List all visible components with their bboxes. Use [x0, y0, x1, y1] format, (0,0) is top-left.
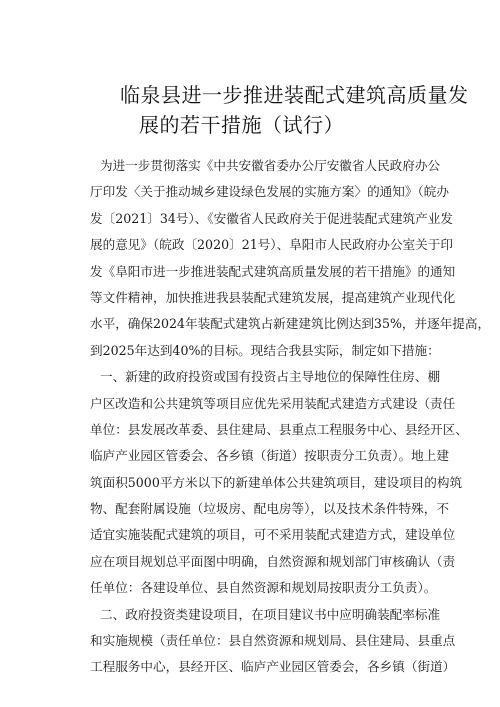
text-line: 任单位：各建设单位、县自然资源和规划局按职责分工负责）。 — [90, 580, 437, 596]
text-line: 展的意见》（皖政〔2020〕21号）、阜阳市人民政府办公室关于印 — [90, 237, 453, 253]
text-line: 二、政府投资类建设项目，在项目建议书中应明确装配率标准 — [100, 606, 441, 622]
text-line: 应在项目规划总平面图中明确，自然资源和规划部门审核确认（责 — [90, 553, 456, 569]
document-title — [60, 80, 469, 140]
document-body — [90, 153, 491, 681]
text-line: 为进一步贯彻落实《中共安徽省委办公厅安徽省人民政府办公 — [100, 158, 441, 173]
text-line: 一、新建的政府投资或国有投资占主导地位的保障性住房、棚 — [100, 369, 441, 385]
text-line: 物、配套附属设施（垃圾房、配电房等），以及技术条件特殊，不 — [90, 501, 449, 517]
text-line: 筑面积5000平方米以下的新建单体公共建筑项目，建设项目的构筑 — [90, 474, 463, 490]
text-line: 到2025年达到40%的目标。现结合我县实际，制定如下措施： — [90, 342, 440, 358]
text-line: 发《阜阳市进一步推进装配式建筑高质量发展的若干措施》的通知 — [90, 263, 456, 279]
text-line: 临庐产业园区管委会、各乡镇（街道）按职责分工负责）。地上建 — [90, 448, 449, 464]
title-line-2: 展的若干措施（试行） — [139, 113, 344, 137]
text-line: 适宜实施装配式建筑的项目，可不采用装配式建造方式，建设单位 — [90, 527, 456, 543]
text-line: 单位：县发展改革委、县住建局、县重点工程服务中心、县经开区、 — [90, 421, 468, 437]
paragraph-intro — [90, 153, 491, 364]
paragraph-measure-1 — [90, 364, 468, 602]
title-line-1: 临泉县进一步推进装配式建筑高质量发 — [120, 83, 469, 107]
text-line: 发〔2021〕34号）、《安徽省人民政府关于促进装配式建筑产业发 — [90, 210, 453, 226]
text-line: 等文件精神，加快推进我县装配式建筑发展，提高建筑产业现代化 — [90, 289, 456, 305]
text-line: 和实施规模（责任单位：县自然资源和规划局、县住建局、县重点 — [90, 633, 456, 649]
paragraph-measure-2 — [90, 602, 456, 681]
text-line: 工程服务中心，县经开区、临庐产业园区管委会，各乡镇（街道） — [90, 659, 456, 675]
text-line: 厅印发〈关于推动城乡建设绿色发展的实施方案〉的通知》（皖办 — [90, 184, 449, 200]
text-line: 水平，确保2024年装配式建筑占新建建筑比例达到35%，并逐年提高， — [90, 316, 491, 332]
text-line: 户区改造和公共建筑等项目应优先采用装配式建造方式建设（责任 — [90, 395, 456, 411]
